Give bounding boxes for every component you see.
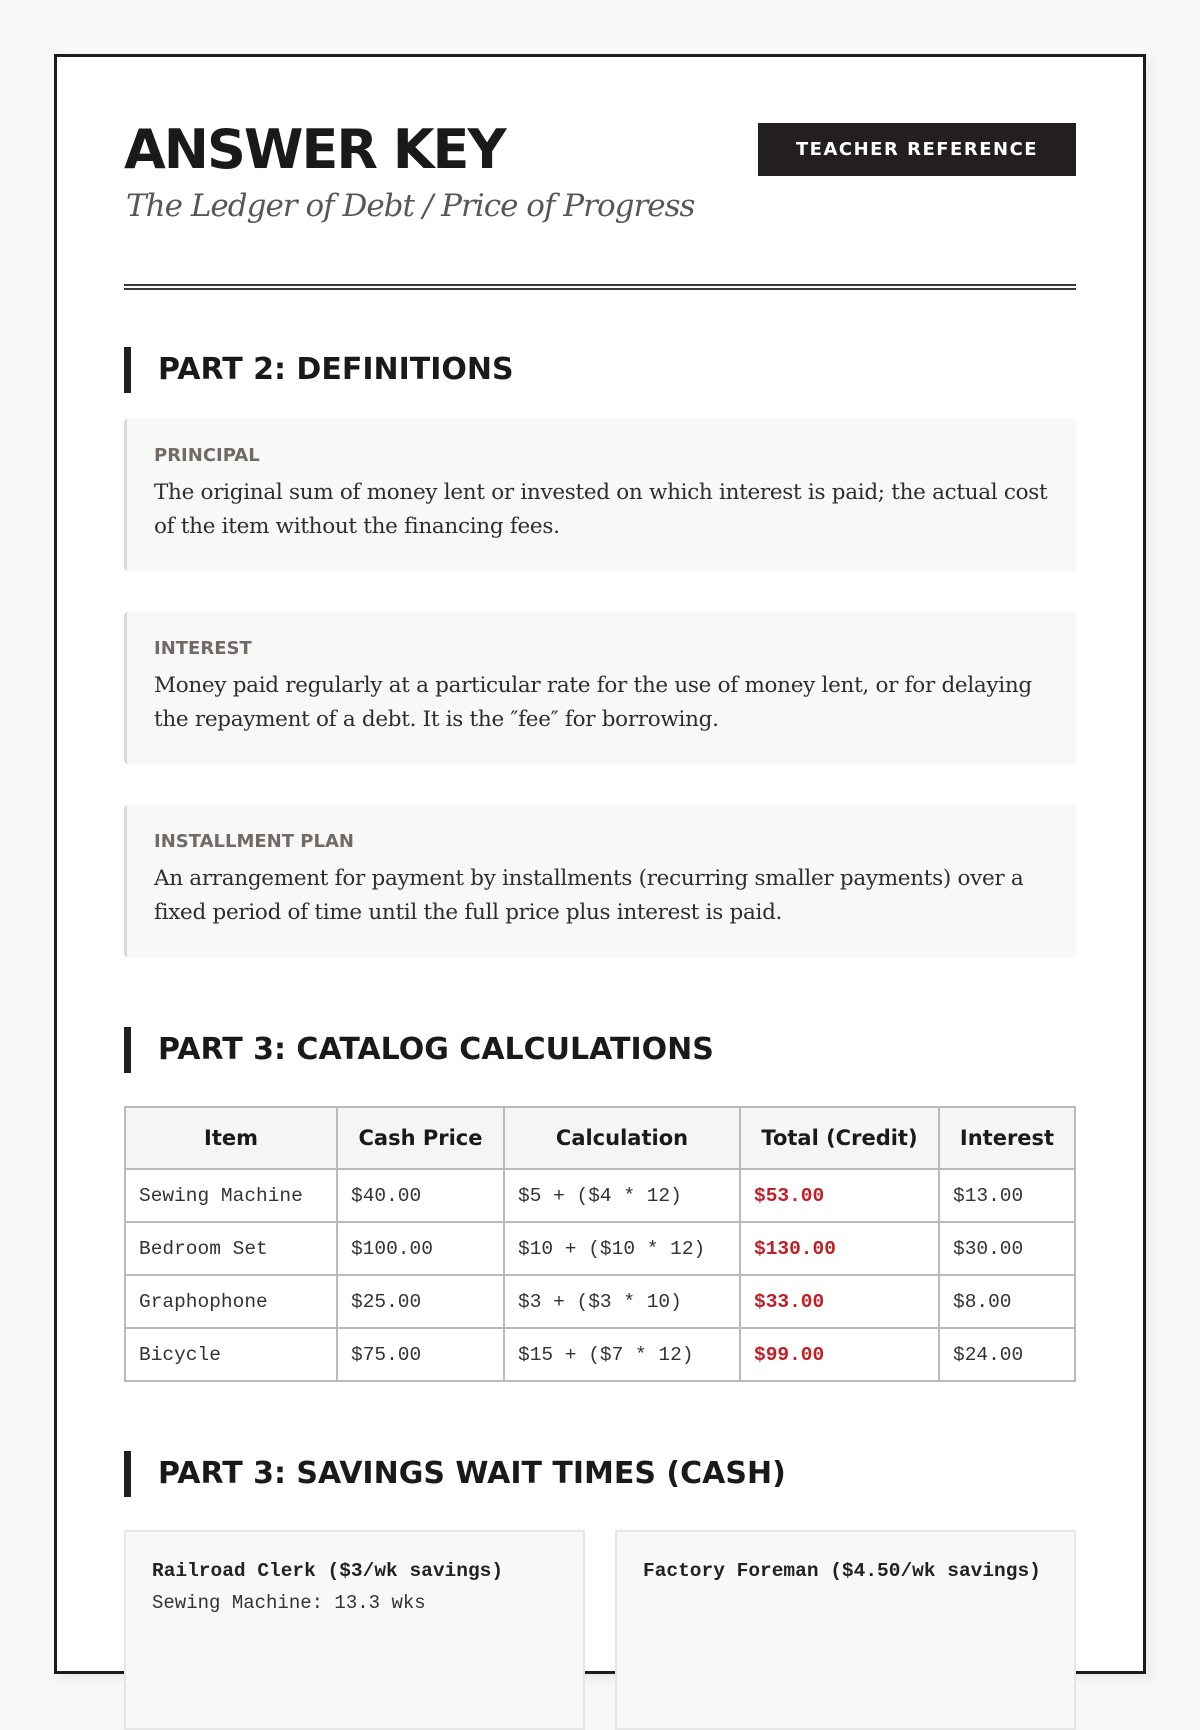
table-row <box>125 1328 1075 1381</box>
cell-calculation: $5 + ($4 * 12) <box>504 1169 740 1222</box>
section-title-catalog: PART 3: CATALOG CALCULATIONS <box>124 1027 714 1073</box>
definition-text: The original sum of money lent or invested on which interest is paid; the actual cost of the item without the financing fees. <box>154 480 1048 539</box>
cell-calculation: $15 + ($7 * 12) <box>504 1328 740 1381</box>
definition-text: Money paid regularly at a particular rate for the use of money lent, or for delaying the repayment of a debt. It is the ″fee″ for borrowing. <box>154 673 1032 732</box>
cell-interest: $24.00 <box>939 1328 1075 1381</box>
catalog-calculations-table <box>124 1106 1076 1382</box>
savings-card-factory-foreman <box>615 1530 1076 1730</box>
table-row <box>125 1275 1075 1328</box>
column-header-calculation: Calculation <box>504 1107 740 1169</box>
savings-card-line: Sewing Machine: 13.3 wks <box>152 1592 426 1614</box>
cell-calculation: $3 + ($3 * 10) <box>504 1275 740 1328</box>
column-header-cash-price: Cash Price <box>337 1107 504 1169</box>
cell-cash-price: $75.00 <box>337 1328 504 1381</box>
definition-term: PRINCIPAL <box>154 445 260 466</box>
section-title-savings: PART 3: SAVINGS WAIT TIMES (CASH) <box>124 1451 786 1497</box>
table-row <box>125 1169 1075 1222</box>
cell-item: Bedroom Set <box>125 1222 337 1275</box>
answer-key-sheet <box>54 54 1146 1674</box>
cell-total-credit: $130.00 <box>740 1222 939 1275</box>
table-header-row <box>125 1107 1075 1169</box>
cell-interest: $13.00 <box>939 1169 1075 1222</box>
definition-card-principal <box>124 419 1076 571</box>
cell-interest: $8.00 <box>939 1275 1075 1328</box>
cell-total-credit: $53.00 <box>740 1169 939 1222</box>
savings-card-title: Factory Foreman ($4.50/wk savings) <box>643 1560 1041 1582</box>
section-title-definitions: PART 2: DEFINITIONS <box>124 347 514 393</box>
page-title: ANSWER KEY <box>124 118 505 181</box>
cell-total-credit: $99.00 <box>740 1328 939 1381</box>
cell-cash-price: $25.00 <box>337 1275 504 1328</box>
page-subtitle: The Ledger of Debt / Price of Progress <box>126 188 695 224</box>
column-header-item: Item <box>125 1107 337 1169</box>
cell-item: Graphophone <box>125 1275 337 1328</box>
cell-item: Sewing Machine <box>125 1169 337 1222</box>
definition-term: INTEREST <box>154 638 252 659</box>
header <box>124 57 1076 290</box>
teacher-reference-badge: TEACHER REFERENCE <box>758 123 1076 176</box>
table-row <box>125 1222 1075 1275</box>
column-header-interest: Interest <box>939 1107 1075 1169</box>
cell-cash-price: $100.00 <box>337 1222 504 1275</box>
cell-interest: $30.00 <box>939 1222 1075 1275</box>
cell-calculation: $10 + ($10 * 12) <box>504 1222 740 1275</box>
column-header-total-credit: Total (Credit) <box>740 1107 939 1169</box>
savings-card-title: Railroad Clerk ($3/wk savings) <box>152 1560 504 1582</box>
definition-card-installment-plan <box>124 805 1076 957</box>
definition-card-interest <box>124 612 1076 764</box>
definition-term: INSTALLMENT PLAN <box>154 831 354 852</box>
definition-text: An arrangement for payment by installments (recurring smaller payments) over a fixed period of time until the full price plus interest is paid. <box>154 866 1024 925</box>
cell-item: Bicycle <box>125 1328 337 1381</box>
cell-total-credit: $33.00 <box>740 1275 939 1328</box>
savings-card-railroad-clerk <box>124 1530 585 1730</box>
cell-cash-price: $40.00 <box>337 1169 504 1222</box>
